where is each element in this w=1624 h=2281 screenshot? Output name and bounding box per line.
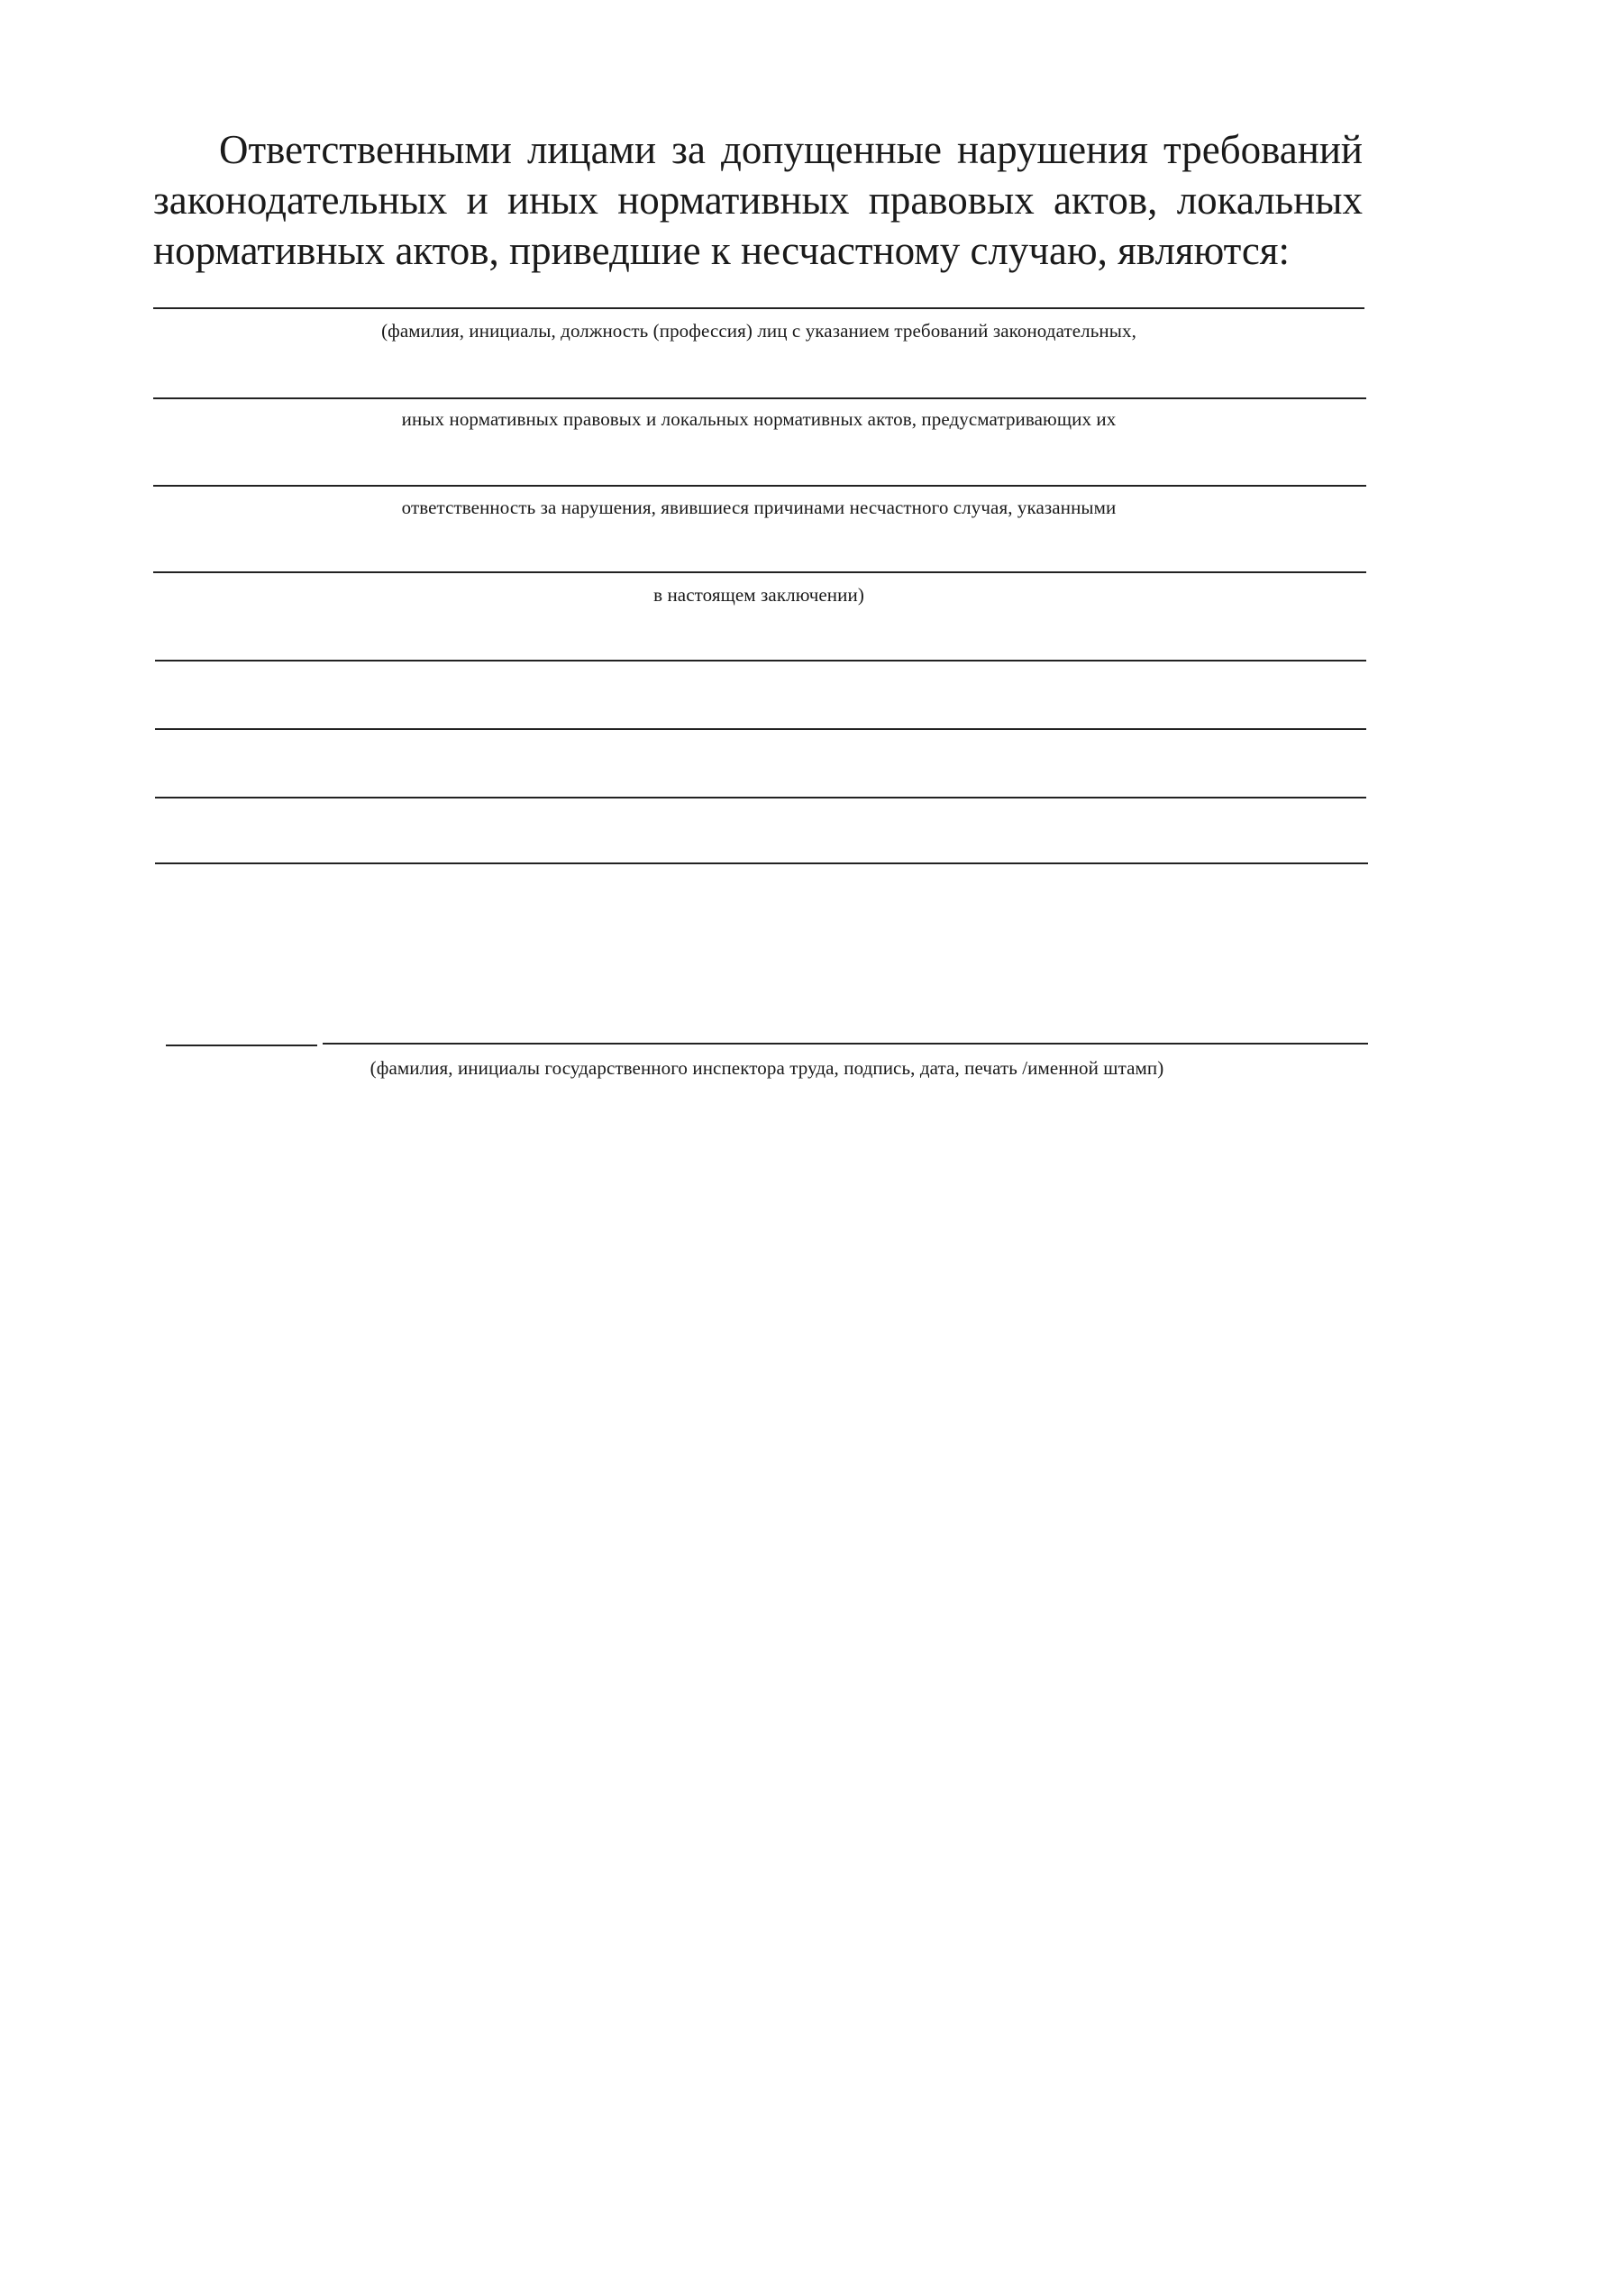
inspector-caption: (фамилия, инициалы государственного инспектора труда, подпись, дата, печать /именной штамп)	[370, 1057, 1164, 1079]
field-caption: в настоящем заключении)	[653, 584, 864, 606]
fill-in-line	[155, 862, 1368, 864]
fill-in-line	[155, 728, 1366, 730]
signature-line	[166, 1045, 317, 1046]
intro-paragraph: Ответственными лицами за допущенные нарушения требований законодательных и иных нормативных правовых актов, локальных нормативных актов, приведшие к несчастному случаю, являются:	[153, 127, 1363, 273]
fill-in-line	[153, 307, 1364, 309]
signature-line	[323, 1043, 1368, 1045]
fill-in-line	[153, 571, 1366, 573]
fill-in-line	[155, 797, 1366, 798]
field-caption: ответственность за нарушения, явившиеся причинами несчастного случая, указанными	[401, 497, 1117, 518]
fill-in-line	[153, 397, 1366, 399]
field-caption: (фамилия, инициалы, должность (профессия) лиц с указанием требований законодательных,	[381, 320, 1136, 342]
field-caption: иных нормативных правовых и локальных нормативных актов, предусматривающих их	[401, 408, 1117, 430]
fill-in-line	[153, 485, 1366, 487]
fill-in-line	[155, 660, 1366, 661]
